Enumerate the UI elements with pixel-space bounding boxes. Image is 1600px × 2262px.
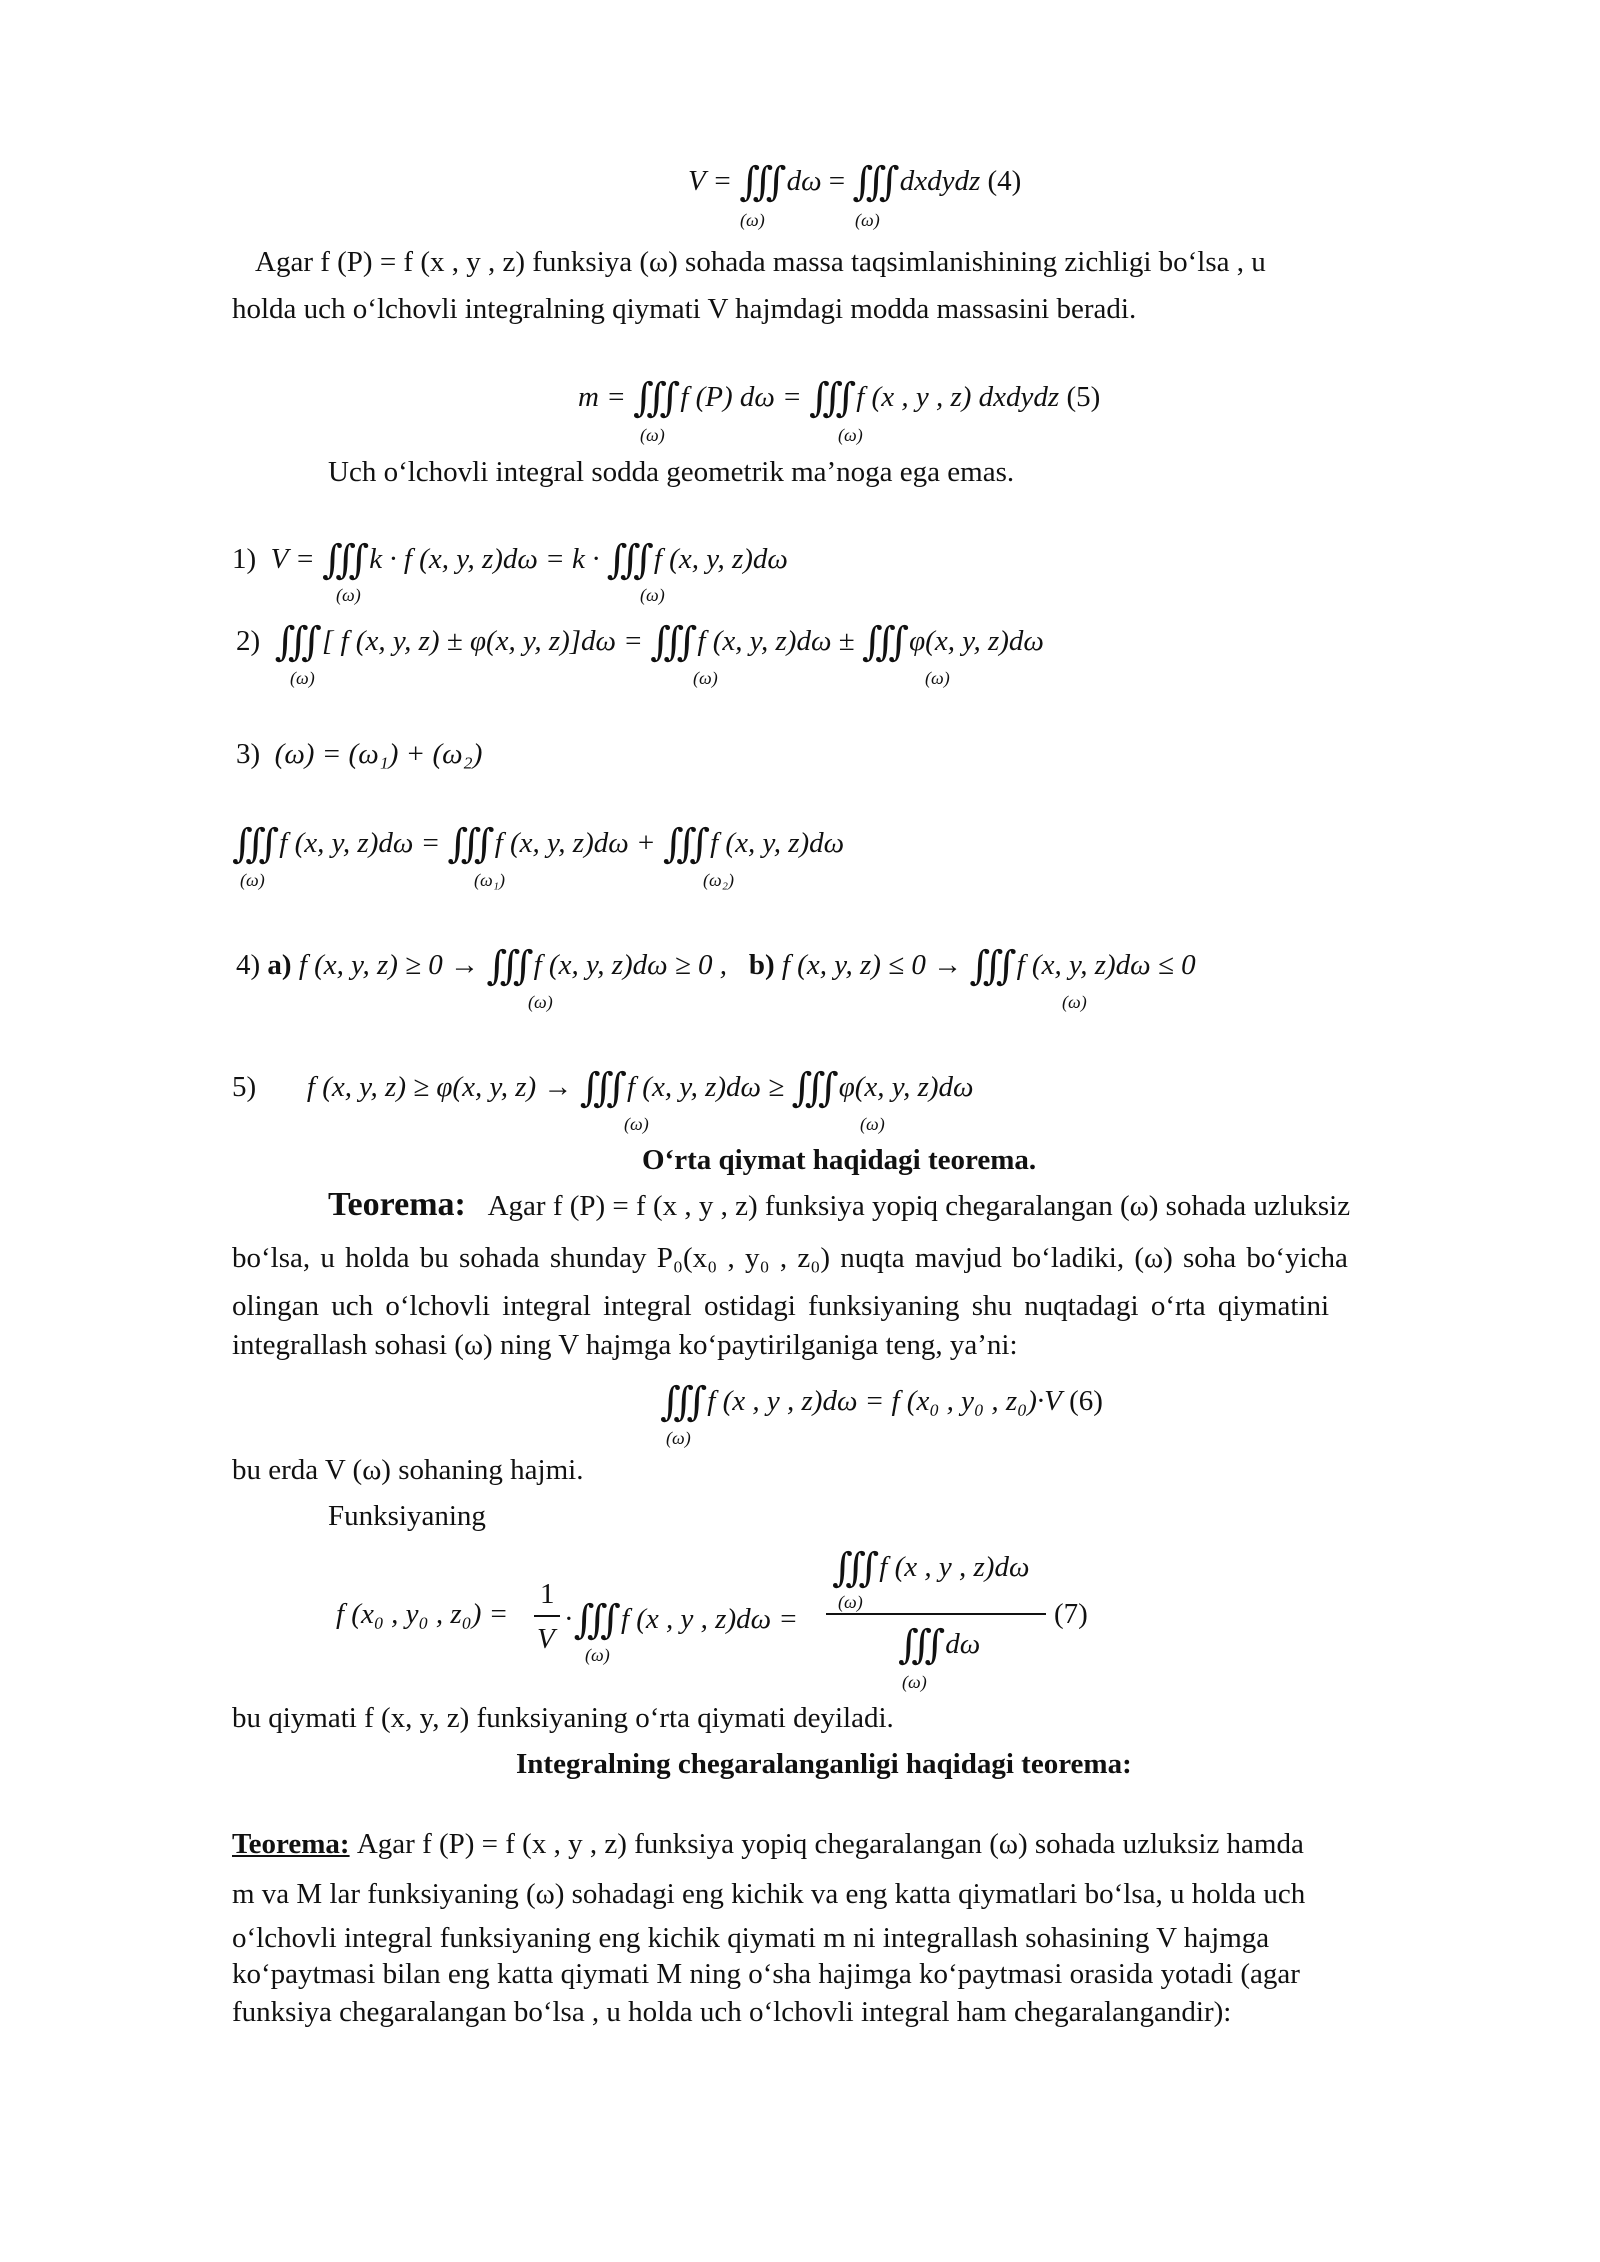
theorem-2-line-1: Teorema: Agar f (P) = f (x , y , z) funksiya yopiq chegaralangan (ω) sohada uzluksiz hamda xyxy=(232,1828,1304,1860)
property-4: 4) a) f (x, y, z) ≥ 0 → ∭ f (x, y, z)dω ≥ 0 , b) f (x, y, z) ≤ 0 → ∭ f (x, y, z)dω ≤ 0 xyxy=(236,943,1196,988)
region-label: (ω) xyxy=(290,668,315,688)
theorem-1-line-1: Teorema: Agar f (P) = f (x , y , z) funksiya yopiq chegaralangan (ω) sohada uzluksiz xyxy=(328,1186,1351,1223)
theorem-2-line-3: o‘lchovli integral funksiyaning eng kichik qiymati m ni integrallash sohasining V hajmga xyxy=(232,1922,1270,1954)
region-label: (ω) xyxy=(624,1114,649,1134)
triple-integral-icon: ∭ xyxy=(969,943,1008,988)
region-label: (ω) xyxy=(838,1592,863,1612)
region-label: (ω) xyxy=(336,585,361,605)
theorem-1-line-4: integrallash sohasi (ω) ning V hajmga ko‘paytirilganiga teng, ya’ni: xyxy=(232,1329,1018,1361)
triple-integral-icon: ∭ xyxy=(832,1545,871,1590)
fraction-bar xyxy=(534,1615,560,1617)
equation-number: (7) xyxy=(1054,1598,1088,1630)
triple-integral-icon: ∭ xyxy=(606,537,645,582)
triple-integral-icon: ∭ xyxy=(447,821,486,866)
formula-7-mid: ·∭ f (x , y , z)dω = xyxy=(564,1597,798,1642)
formula-4: V = ∭ dω = ∭ dxdydz (4) xyxy=(688,159,1022,204)
heading-mean-value-theorem: O‘rta qiymat haqidagi teorema. xyxy=(642,1144,1037,1176)
paragraph-density: Agar f (P) = f (x , y , z) funksiya (ω) sohada massa taqsimlanishining zichligi bo‘lsa , u xyxy=(255,246,1266,278)
triple-integral-icon: ∭ xyxy=(662,821,702,866)
triple-integral-icon: ∭ xyxy=(808,375,848,420)
formula-7-numerator: ∭ f (x , y , z)dω xyxy=(832,1545,1030,1590)
region-label: (ω) xyxy=(860,1114,885,1134)
formula-6: ∭ f (x , y , z)dω = f (x₀ , y₀ , z₀)·V (6) xyxy=(660,1379,1103,1424)
fraction-denominator: V xyxy=(537,1623,555,1655)
paragraph-mean-value: bu qiymati f (x, y, z) funksiyaning o‘rta qiymati deyiladi. xyxy=(232,1702,894,1734)
triple-integral-icon: ∭ xyxy=(852,159,891,204)
paragraph-geometric: Uch o‘lchovli integral sodda geometrik ma’noga ega emas. xyxy=(328,456,1015,488)
region-label: (ω) xyxy=(528,992,553,1012)
region-label: (ω) xyxy=(585,1645,610,1665)
formula-5: m = ∭ f (P) dω = ∭ f (x , y , z) dxdydz (5) xyxy=(578,375,1101,420)
fraction-bar xyxy=(826,1613,1046,1615)
triple-integral-icon: ∭ xyxy=(486,943,525,988)
region-label: (ω) xyxy=(666,1428,691,1448)
triple-integral-icon: ∭ xyxy=(274,619,313,664)
paragraph-function: Funksiyaning xyxy=(328,1500,486,1532)
region-label: (ω) xyxy=(740,210,765,230)
triple-integral-icon: ∭ xyxy=(321,537,361,582)
formula-7-lhs: f (x₀ , y₀ , z₀) = xyxy=(336,1598,509,1630)
formula-7-denominator: ∭ dω xyxy=(898,1622,981,1667)
theorem-2-line-4: ko‘paytmasi bilan eng katta qiymati M ning o‘sha hajimga ko‘paytmasi orasida yotadi (agar xyxy=(232,1958,1300,1990)
theorem-1-line-2: bo‘lsa, u holda bu sohada shunday P₀(x₀ , y₀ , z₀) nuqta mavjud bo‘ladiki, (ω) soha bo‘yicha xyxy=(232,1242,1348,1274)
triple-integral-icon: ∭ xyxy=(633,375,672,420)
triple-integral-icon: ∭ xyxy=(573,1597,612,1642)
region-label: (ω) xyxy=(1062,992,1087,1012)
region-label: (ω) xyxy=(240,870,265,890)
heading-boundedness-theorem: Integralning chegaralanganligi haqidagi teorema: xyxy=(516,1748,1132,1780)
region-label: (ω₂) xyxy=(703,870,734,890)
property-3-formula: ∭ f (x, y, z)dω = ∭ f (x, y, z)dω + ∭ f (x, y, z)dω xyxy=(232,821,845,866)
fraction-numerator: 1 xyxy=(540,1578,555,1610)
triple-integral-icon: ∭ xyxy=(660,1379,699,1424)
triple-integral-icon: ∭ xyxy=(579,1065,618,1110)
theorem-2-line-2: m va M lar funksiyaning (ω) sohadagi eng kichik va eng katta qiymatlari bo‘lsa, u holda uch xyxy=(232,1878,1306,1910)
paragraph-volume: bu erda V (ω) sohaning hajmi. xyxy=(232,1454,584,1486)
region-label: (ω) xyxy=(838,425,863,445)
triple-integral-icon: ∭ xyxy=(898,1622,937,1667)
theorem-2-title: Teorema: xyxy=(232,1828,350,1860)
property-5: 5) f (x, y, z) ≥ φ(x, y, z) → ∭ f (x, y, z)dω ≥ ∭ φ(x, y, z)dω xyxy=(232,1065,974,1110)
theorem-2-line-5: funksiya chegaralangan bo‘lsa , u holda uch o‘lchovli integral ham chegaralangandir): xyxy=(232,1996,1232,2028)
region-label: (ω) xyxy=(640,585,665,605)
property-3: 3) (ω) = (ω₁) + (ω₂) xyxy=(236,738,483,770)
paragraph-density-cont: holda uch o‘lchovli integralning qiymati V hajmdagi modda massasini beradi. xyxy=(232,293,1137,325)
triple-integral-icon: ∭ xyxy=(232,821,271,866)
theorem-1-title: Teorema: xyxy=(328,1186,466,1223)
property-1: 1) V = ∭ k · f (x, y, z)dω = k · ∭ f (x, y, z)dω xyxy=(232,537,788,582)
triple-integral-icon: ∭ xyxy=(650,619,689,664)
property-2: 2) ∭ [ f (x, y, z) ± φ(x, y, z)]dω = ∭ f (x, y, z)dω ± ∭ φ(x, y, z)dω xyxy=(236,619,1044,664)
triple-integral-icon: ∭ xyxy=(791,1065,830,1110)
region-label: (ω) xyxy=(640,425,665,445)
region-label: (ω) xyxy=(855,210,880,230)
region-label: (ω) xyxy=(925,668,950,688)
region-label: (ω) xyxy=(902,1672,927,1692)
triple-integral-icon: ∭ xyxy=(861,619,901,664)
theorem-1-line-3: olingan uch o‘lchovli integral integral ostidagi funksiyaning shu nuqtadagi o‘rta qiymatini xyxy=(232,1290,1330,1322)
region-label: (ω) xyxy=(693,668,718,688)
triple-integral-icon: ∭ xyxy=(739,159,778,204)
region-label: (ω₁) xyxy=(474,870,505,890)
